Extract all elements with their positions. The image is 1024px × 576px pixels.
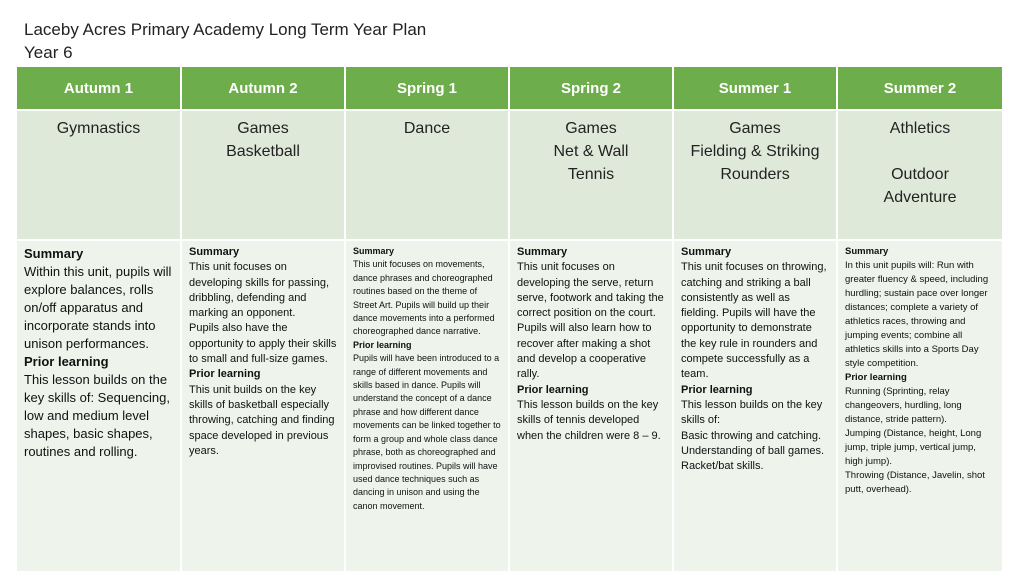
topic-text: Games Basketball	[226, 120, 300, 160]
prior-learning-heading: Prior learning	[353, 339, 412, 350]
summary-cell-spring-1	[345, 241, 509, 571]
header-summer-2: Summer 2	[837, 67, 1002, 109]
header-spring-2: Spring 2	[509, 67, 673, 109]
summary-heading: Summary	[517, 246, 568, 258]
topic-cell	[345, 111, 509, 239]
topics-row	[17, 111, 1002, 239]
prior-learning-heading: Prior learning	[24, 354, 109, 369]
summary-cell-autumn-2	[181, 241, 345, 571]
summary-heading: Summary	[353, 246, 395, 256]
summary-cell-spring-2	[509, 241, 673, 571]
header-row	[17, 67, 1002, 109]
summary-heading: Summary	[189, 246, 240, 258]
summary-text: This unit focuses on developing the serve, return serve, footwork and taking the correct position on the court. Pupils will also learn how to recover after making a shot and develop a cooperative rally.	[517, 261, 664, 381]
summary-text: This unit focuses on developing skills for passing, dribbling, defending and marking an opponent. Pupils also have the opportunity to apply their skills to small and full-size games.	[189, 261, 337, 366]
prior-learning-heading: Prior learning	[517, 383, 589, 396]
topic-text: Games Fielding & Striking Rounders	[690, 120, 820, 183]
summary-text: Within this unit, pupils will explore balances, rolls on/off apparatus and incorporate stands into unison performances.	[24, 264, 172, 351]
topic-text: Athletics Outdoor Adventure	[883, 120, 957, 206]
prior-learning-text: This unit builds on the key skills of basketball especially throwing, catching and finding space developed in previous years.	[189, 383, 335, 457]
topic-text: Dance	[403, 120, 451, 137]
topic-cell	[181, 111, 345, 239]
header-spring-1: Spring 1	[345, 67, 509, 109]
summary-cell-summer-1	[673, 241, 837, 571]
summary-cell-autumn-1	[17, 241, 181, 571]
summary-heading: Summary	[681, 246, 732, 258]
topic-cell	[509, 111, 673, 239]
header-autumn-1: Autumn 1	[17, 67, 181, 109]
summary-heading: Summary	[845, 246, 889, 257]
summary-cell-summer-2	[837, 241, 1002, 571]
summary-text: This unit focuses on movements, dance phrases and choreographed routines based on the theme of Street Art. Pupils will build up their dance movements into a performed choreographed dance narrative.	[353, 259, 495, 337]
summary-text: In this unit pupils will: Run with greater fluency & speed, including hurdling; sustain pace over longer distances; complete a variety of athletics races, throwing and jumping events; combine all athletics skills into a Sports Day style competition.	[845, 260, 989, 369]
title-line-2: Year 6	[24, 43, 73, 62]
header-summer-1: Summer 1	[673, 67, 837, 109]
prior-learning-text: This lesson builds on the key skills of: Sequencing, low and medium level shapes, basic shapes, routines and rolling.	[24, 372, 170, 459]
title-line-1: Laceby Acres Primary Academy Long Term Year Plan	[24, 20, 427, 39]
topic-cell	[17, 111, 181, 239]
topic-text: Games Net & Wall Tennis	[553, 120, 629, 183]
prior-learning-text: Pupils will have been introduced to a range of different movements and skills based in dance. Pupils will understand the concept of a dance phrase and how different dance movements can be linked together to form a group and whole class dance phrase, both as choreographed and improvised routines. Pupils will have used dance techniques such as dancing in unison and using the canon movement.	[353, 353, 501, 511]
page-title	[24, 18, 426, 64]
topic-cell	[673, 111, 837, 239]
prior-learning-heading: Prior learning	[845, 372, 907, 383]
summary-heading: Summary	[24, 246, 84, 261]
header-autumn-2: Autumn 2	[181, 67, 345, 109]
prior-learning-text: Running (Sprinting, relay changeovers, hurdling, long distance, stride pattern). Jumping (Distance, height, Long jump, triple jump, vertical jump, high jump). Throwing (Distance, Javelin, shot putt, overhead).	[845, 386, 985, 495]
summaries-row	[17, 241, 1002, 571]
prior-learning-heading: Prior learning	[681, 383, 753, 396]
summary-text: This unit focuses on throwing, catching and striking a ball consistently as well as fielding. Pupils will have the opportunity to demonstrate the key rule in rounders and compete successfully as a team.	[681, 261, 827, 381]
year-plan-table	[17, 67, 1002, 571]
prior-learning-heading: Prior learning	[189, 368, 261, 381]
prior-learning-text: This lesson builds on the key skills of: Basic throwing and catching. Understanding of ball games. Racket/bat skills.	[681, 398, 825, 473]
prior-learning-text: This lesson builds on the key skills of tennis developed when the children were 8 – 9.	[517, 398, 661, 442]
topic-text: Gymnastics	[56, 120, 141, 137]
topic-cell	[837, 111, 1002, 239]
